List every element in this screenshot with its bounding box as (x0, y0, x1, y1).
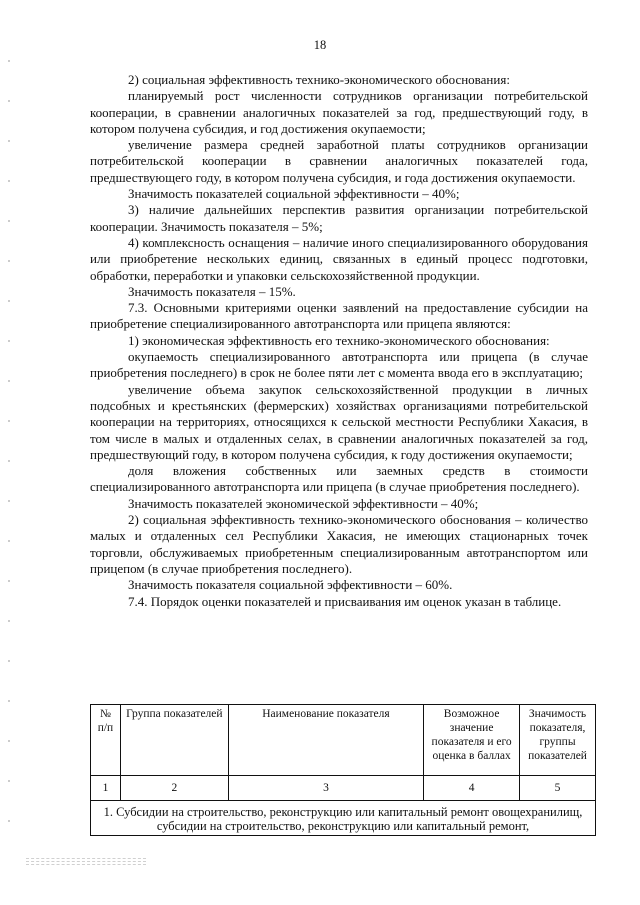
table-header-row (91, 705, 596, 776)
paragraph: увеличение размера средней заработной платы сотрудников организации потребительской кооперации в сравнении аналогичных показателей года, предшествующего году, в котором получена субсидия, и года достижения окупаемости. (90, 137, 588, 185)
scores-table (90, 704, 596, 836)
paragraph: 1) экономическая эффективность его технико-экономического обоснования: (128, 332, 550, 348)
table-column-numbers-row (91, 776, 596, 801)
page-number: 18 (313, 38, 327, 52)
document-body (90, 72, 588, 610)
header-cell-group: Группа показателей (120, 705, 228, 776)
paragraph: планируемый рост численности сотрудников организации потребительской кооперации, в сравнении аналогичных показателей за год, предшествующий году, в котором получена субсидия, и год достижения окупаемости; (90, 88, 588, 136)
column-number-cell: 1 (91, 776, 121, 801)
section-heading-cell: 1. Субсидии на строительство, реконструкцию или капитальный ремонт овощехранилищ, субсидии на строительство, реконструкцию или капитальный ремонт, (91, 801, 596, 836)
paragraph: 7.3. Основными критериями оценки заявлений на предоставление субсидии на приобретение специализированного автотранспорта или прицепа являются: (90, 300, 588, 332)
paragraph: Значимость показателя – 15%. (128, 283, 296, 299)
column-number-cell: 3 (228, 776, 423, 801)
header-cell-significance: Значимость показателя, группы показателей (520, 705, 596, 776)
column-number-cell: 2 (120, 776, 228, 801)
paragraph: 3) наличие дальнейших перспектив развития организации потребительской кооперации. Значимость показателя – 5%; (90, 202, 588, 234)
paragraph: 2) социальная эффективность технико-экономического обоснования – количество малых и отдаленных сел Республики Хакасия, не имеющих стационарных точек торговли, обслуживаемых приобретенным специализированным автотранспортом или прицепом (в случае приобретения последнего). (90, 512, 588, 576)
paragraph: Значимость показателя социальной эффективности – 60%. (128, 577, 453, 593)
faded-stamp (26, 858, 146, 898)
paragraph: 7.4. Порядок оценки показателей и присваивания им оценок указан в таблице. (128, 593, 562, 609)
paragraph: увеличение объема закупок сельскохозяйственной продукции в личных подсобных и крестьянских (фермерских) хозяйствах организациями потребительской кооперации на территориях, относящихся к сельской местности Республики Хакасия, в том числе в малых и отдаленных селах, в сравнении аналогичных показателей за год, предшествующий году, в котором получена субсидия, к году достижения окупаемости; (90, 381, 588, 462)
header-cell-indicator-name: Наименование показателя (228, 705, 423, 776)
paragraph: Значимость показателей экономической эффективности – 40%; (128, 495, 479, 511)
paragraph: окупаемость специализированного автотранспорта или прицепа (в случае приобретения последнего) в срок не более пяти лет с момента ввода его в эксплуатацию; (90, 349, 588, 381)
paragraph: Значимость показателей социальной эффективности – 40%; (128, 186, 460, 202)
paragraph: доля вложения собственных или заемных средств в стоимости специализированного автотранспорта или прицепа (в случае приобретения последнего). (90, 463, 588, 495)
paragraph: 4) комплексность оснащения – наличие иного специализированного оборудования или приобретение нескольких единиц, связанных в единый процесс подготовки, обработки, переработки и упаковки сельскохозяйственной продукции. (90, 234, 588, 283)
column-number-cell: 5 (520, 776, 596, 801)
scan-edge-marks (8, 60, 10, 840)
header-cell-number: № п/п (91, 705, 121, 776)
column-number-cell: 4 (424, 776, 520, 801)
table-section-row (91, 801, 596, 836)
header-cell-possible-value: Возможное значение показателя и его оценка в баллах (424, 705, 520, 776)
paragraph: 2) социальная эффективность технико-экономического обоснования: (128, 72, 510, 87)
